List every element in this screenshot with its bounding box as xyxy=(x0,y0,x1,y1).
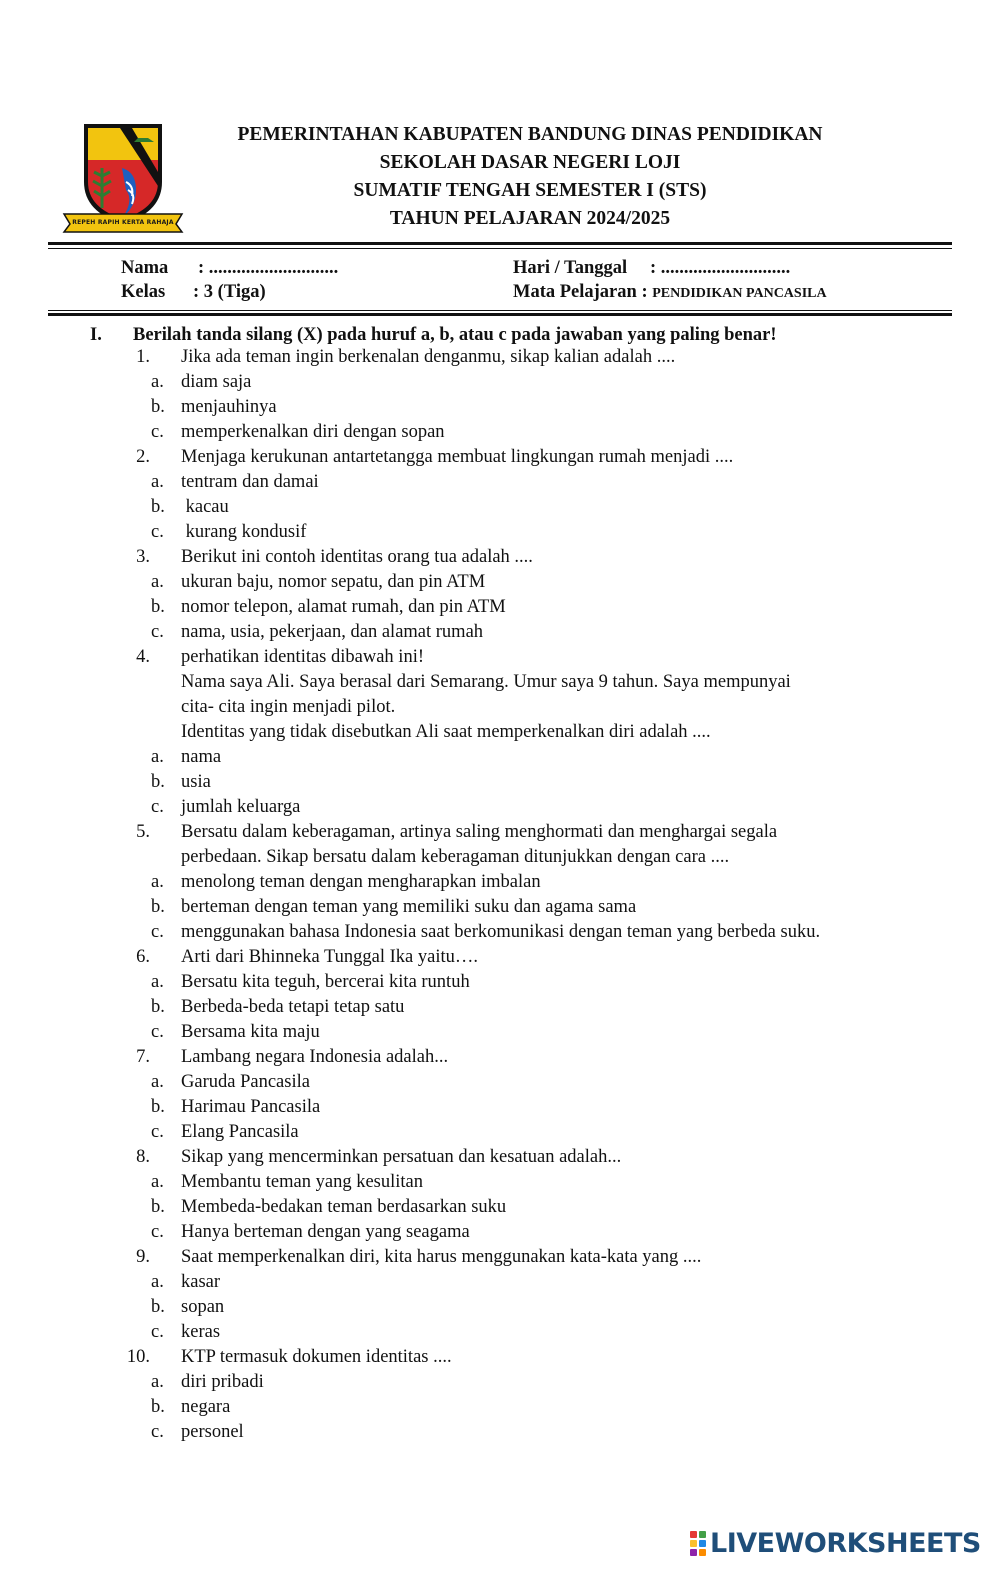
option-letter[interactable]: a. xyxy=(151,747,164,767)
emblem-motto: REPEH RAPIH KERTA RAHAJA xyxy=(72,219,174,226)
answer-option[interactable] xyxy=(0,1195,1000,1220)
question-row xyxy=(0,1245,1000,1270)
question-text: Sikap yang mencerminkan persatuan dan kesatuan adalah... xyxy=(181,1147,622,1167)
kelas-value: : 3 (Tiga) xyxy=(193,282,266,302)
option-text: menolong teman dengan mengharapkan imbalan xyxy=(181,872,541,892)
option-letter[interactable]: c. xyxy=(151,1322,164,1342)
option-text: Harimau Pancasila xyxy=(181,1097,321,1117)
answer-option[interactable] xyxy=(0,1070,1000,1095)
option-letter[interactable]: c. xyxy=(151,1422,164,1442)
answer-option[interactable] xyxy=(0,395,1000,420)
option-text: nomor telepon, alamat rumah, dan pin ATM xyxy=(181,597,506,617)
option-letter[interactable]: a. xyxy=(151,1272,164,1292)
option-text: negara xyxy=(181,1397,231,1417)
logo-square xyxy=(699,1531,706,1538)
option-text: Elang Pancasila xyxy=(181,1122,299,1142)
info-divider-thick xyxy=(48,313,952,316)
answer-option[interactable] xyxy=(0,520,1000,545)
option-letter[interactable]: b. xyxy=(151,897,165,917)
option-text: menggunakan bahasa Indonesia saat berkomunikasi dengan teman yang berbeda suku. xyxy=(181,922,821,942)
question-number: 6. xyxy=(136,947,150,967)
question-row xyxy=(0,720,1000,745)
question-row xyxy=(0,945,1000,970)
nama-field xyxy=(121,256,338,280)
answer-option[interactable] xyxy=(0,1270,1000,1295)
option-text: kacau xyxy=(181,497,229,517)
option-text: ukuran baju, nomor sepatu, dan pin ATM xyxy=(181,572,486,592)
option-text: memperkenalkan diri dengan sopan xyxy=(181,422,445,442)
question-text: cita- cita ingin menjadi pilot. xyxy=(181,697,396,717)
answer-option[interactable] xyxy=(0,1020,1000,1045)
header-line-exam: SUMATIF TENGAH SEMESTER I (STS) xyxy=(353,180,707,201)
question-text: Saat memperkenalkan diri, kita harus menggunakan kata-kata yang .... xyxy=(181,1247,702,1267)
hari-tanggal-label: Hari / Tanggal xyxy=(513,258,628,278)
option-letter[interactable]: b. xyxy=(151,1297,165,1317)
question-number: 5. xyxy=(136,822,150,842)
option-text: personel xyxy=(181,1422,244,1442)
option-text: Membeda-bedakan teman berdasarkan suku xyxy=(181,1197,507,1217)
question-number: 4. xyxy=(136,647,150,667)
option-letter[interactable]: b. xyxy=(151,772,165,792)
answer-option[interactable] xyxy=(0,1220,1000,1245)
option-text: nama, usia, pekerjaan, dan alamat rumah xyxy=(181,622,484,642)
option-text: Berbeda-beda tetapi tetap satu xyxy=(181,997,405,1017)
question-text: Bersatu dalam keberagaman, artinya saling menghormati dan menghargai segala xyxy=(181,822,778,842)
header-line-school: SEKOLAH DASAR NEGERI LOJI xyxy=(379,152,681,173)
question-text: Nama saya Ali. Saya berasal dari Semarang. Umur saya 9 tahun. Saya mempunyai xyxy=(181,672,791,692)
question-row xyxy=(0,445,1000,470)
answer-option[interactable] xyxy=(0,370,1000,395)
question-row xyxy=(0,645,1000,670)
answer-option[interactable] xyxy=(0,995,1000,1020)
answer-option[interactable] xyxy=(0,870,1000,895)
option-text: diri pribadi xyxy=(181,1372,264,1392)
answer-option[interactable] xyxy=(0,1120,1000,1145)
question-number: 7. xyxy=(136,1047,150,1067)
hari-tanggal-field xyxy=(513,256,790,280)
question-number: 8. xyxy=(136,1147,150,1167)
logo-square xyxy=(699,1549,706,1556)
option-text: tentram dan damai xyxy=(181,472,319,492)
answer-option[interactable] xyxy=(0,595,1000,620)
header-divider-thick xyxy=(48,242,952,245)
header-line-government: PEMERINTAHAN KABUPATEN BANDUNG DINAS PENDIDIKAN xyxy=(237,124,823,145)
question-row xyxy=(0,1045,1000,1070)
answer-option[interactable] xyxy=(0,920,1000,945)
option-text: sopan xyxy=(181,1297,225,1317)
question-row xyxy=(0,820,1000,845)
question-text: Jika ada teman ingin berkenalan denganmu, sikap kalian adalah .... xyxy=(181,347,676,367)
option-text: Bersatu kita teguh, bercerai kita runtuh xyxy=(181,972,470,992)
option-letter[interactable]: a. xyxy=(151,372,164,392)
option-text: usia xyxy=(181,772,211,792)
answer-option[interactable] xyxy=(0,795,1000,820)
nama-value[interactable]: : ............................ xyxy=(198,258,339,278)
option-text: menjauhinya xyxy=(181,397,277,417)
liveworksheets-logo-icon xyxy=(690,1531,706,1556)
option-letter[interactable]: c. xyxy=(151,1222,164,1242)
option-letter[interactable]: a. xyxy=(151,872,164,892)
nama-label: Nama xyxy=(121,258,169,278)
option-letter[interactable]: a. xyxy=(151,1072,164,1092)
option-text: Bersama kita maju xyxy=(181,1022,320,1042)
option-letter[interactable]: a. xyxy=(151,472,164,492)
option-letter[interactable]: b. xyxy=(151,1397,165,1417)
answer-option[interactable] xyxy=(0,495,1000,520)
question-row xyxy=(0,695,1000,720)
option-text: nama xyxy=(181,747,222,767)
answer-option[interactable] xyxy=(0,1320,1000,1345)
header-divider-thin xyxy=(48,248,952,249)
option-text: kurang kondusif xyxy=(181,522,307,542)
question-number: 3. xyxy=(136,547,150,567)
option-letter[interactable]: c. xyxy=(151,422,164,442)
answer-option[interactable] xyxy=(0,1370,1000,1395)
section-instruction-text: Berilah tanda silang (X) pada huruf a, b, atau c pada jawaban yang paling benar! xyxy=(133,325,777,345)
question-number: 9. xyxy=(136,1247,150,1267)
kelas-field xyxy=(121,280,266,304)
question-text: Lambang negara Indonesia adalah... xyxy=(181,1047,449,1067)
question-number: 10. xyxy=(126,1347,150,1367)
option-letter[interactable]: b. xyxy=(151,497,165,517)
option-letter[interactable]: c. xyxy=(151,922,164,942)
option-letter[interactable]: b. xyxy=(151,397,165,417)
option-letter[interactable]: a. xyxy=(151,972,164,992)
question-text: Arti dari Bhinneka Tunggal Ika yaitu…. xyxy=(181,947,478,967)
hari-tanggal-value[interactable]: : ............................ xyxy=(650,258,791,278)
answer-option[interactable] xyxy=(0,970,1000,995)
option-text: berteman dengan teman yang memiliki suku dan agama sama xyxy=(181,897,637,917)
mata-pelajaran-label: Mata Pelajaran xyxy=(513,282,637,302)
section-roman: I. xyxy=(90,325,102,345)
option-letter[interactable]: a. xyxy=(151,572,164,592)
answer-option[interactable] xyxy=(0,1295,1000,1320)
option-text: Garuda Pancasila xyxy=(181,1072,310,1092)
mata-pelajaran-field: Mata Pelajaran : PENDIDIKAN PANCASILA xyxy=(513,282,827,302)
liveworksheets-brand xyxy=(690,1526,981,1560)
question-row xyxy=(0,545,1000,570)
option-text: kasar xyxy=(181,1272,221,1292)
answer-option[interactable] xyxy=(0,420,1000,445)
option-letter[interactable]: c. xyxy=(151,1122,164,1142)
kelas-label: Kelas xyxy=(121,282,166,302)
answer-option[interactable] xyxy=(0,620,1000,645)
question-text: KTP termasuk dokumen identitas .... xyxy=(181,1347,452,1367)
answer-option[interactable] xyxy=(0,770,1000,795)
answer-option[interactable] xyxy=(0,570,1000,595)
option-letter[interactable]: b. xyxy=(151,1097,165,1117)
option-letter[interactable]: b. xyxy=(151,997,165,1017)
question-text: Menjaga kerukunan antartetangga membuat lingkungan rumah menjadi .... xyxy=(181,447,734,467)
logo-square xyxy=(690,1549,697,1556)
option-letter[interactable]: b. xyxy=(151,1197,165,1217)
option-letter[interactable]: c. xyxy=(151,797,164,817)
option-text: Membantu teman yang kesulitan xyxy=(181,1172,423,1192)
option-text: keras xyxy=(181,1322,221,1342)
answer-option[interactable] xyxy=(0,1095,1000,1120)
document-header xyxy=(225,121,835,233)
option-letter[interactable]: a. xyxy=(151,1372,164,1392)
question-number: 1. xyxy=(136,347,150,367)
question-text: perhatikan identitas dibawah ini! xyxy=(181,647,424,667)
answer-option[interactable] xyxy=(0,1420,1000,1445)
header-line-year: TAHUN PELAJARAN 2024/2025 xyxy=(389,208,671,229)
option-text: jumlah keluarga xyxy=(181,797,301,817)
option-letter[interactable]: c. xyxy=(151,622,164,642)
answer-option[interactable] xyxy=(0,1170,1000,1195)
answer-option[interactable] xyxy=(0,745,1000,770)
logo-square xyxy=(690,1531,697,1538)
question-row xyxy=(0,670,1000,695)
question-list xyxy=(0,345,1000,1445)
answer-option[interactable] xyxy=(0,895,1000,920)
question-text: Berikut ini contoh identitas orang tua adalah .... xyxy=(181,547,533,567)
option-letter[interactable]: a. xyxy=(151,1172,164,1192)
logo-square xyxy=(699,1540,706,1547)
question-row xyxy=(0,345,1000,370)
liveworksheets-wordmark: LIVEWORKSHEETS xyxy=(710,1527,981,1559)
mata-pelajaran-value: PENDIDIKAN PANCASILA xyxy=(652,286,827,301)
answer-option[interactable] xyxy=(0,470,1000,495)
question-row xyxy=(0,1345,1000,1370)
logo-square xyxy=(690,1540,697,1547)
info-divider-thin xyxy=(48,310,952,311)
question-row xyxy=(0,845,1000,870)
question-text: perbedaan. Sikap bersatu dalam keberagaman ditunjukkan dengan cara .... xyxy=(181,847,730,867)
option-text: diam saja xyxy=(181,372,252,392)
answer-option[interactable] xyxy=(0,1395,1000,1420)
question-number: 2. xyxy=(136,447,150,467)
option-text: Hanya berteman dengan yang seagama xyxy=(181,1222,470,1242)
question-row xyxy=(0,1145,1000,1170)
option-letter[interactable]: c. xyxy=(151,1022,164,1042)
option-letter[interactable]: c. xyxy=(151,522,164,542)
question-text: Identitas yang tidak disebutkan Ali saat memperkenalkan diri adalah .... xyxy=(181,722,711,742)
option-letter[interactable]: b. xyxy=(151,597,165,617)
